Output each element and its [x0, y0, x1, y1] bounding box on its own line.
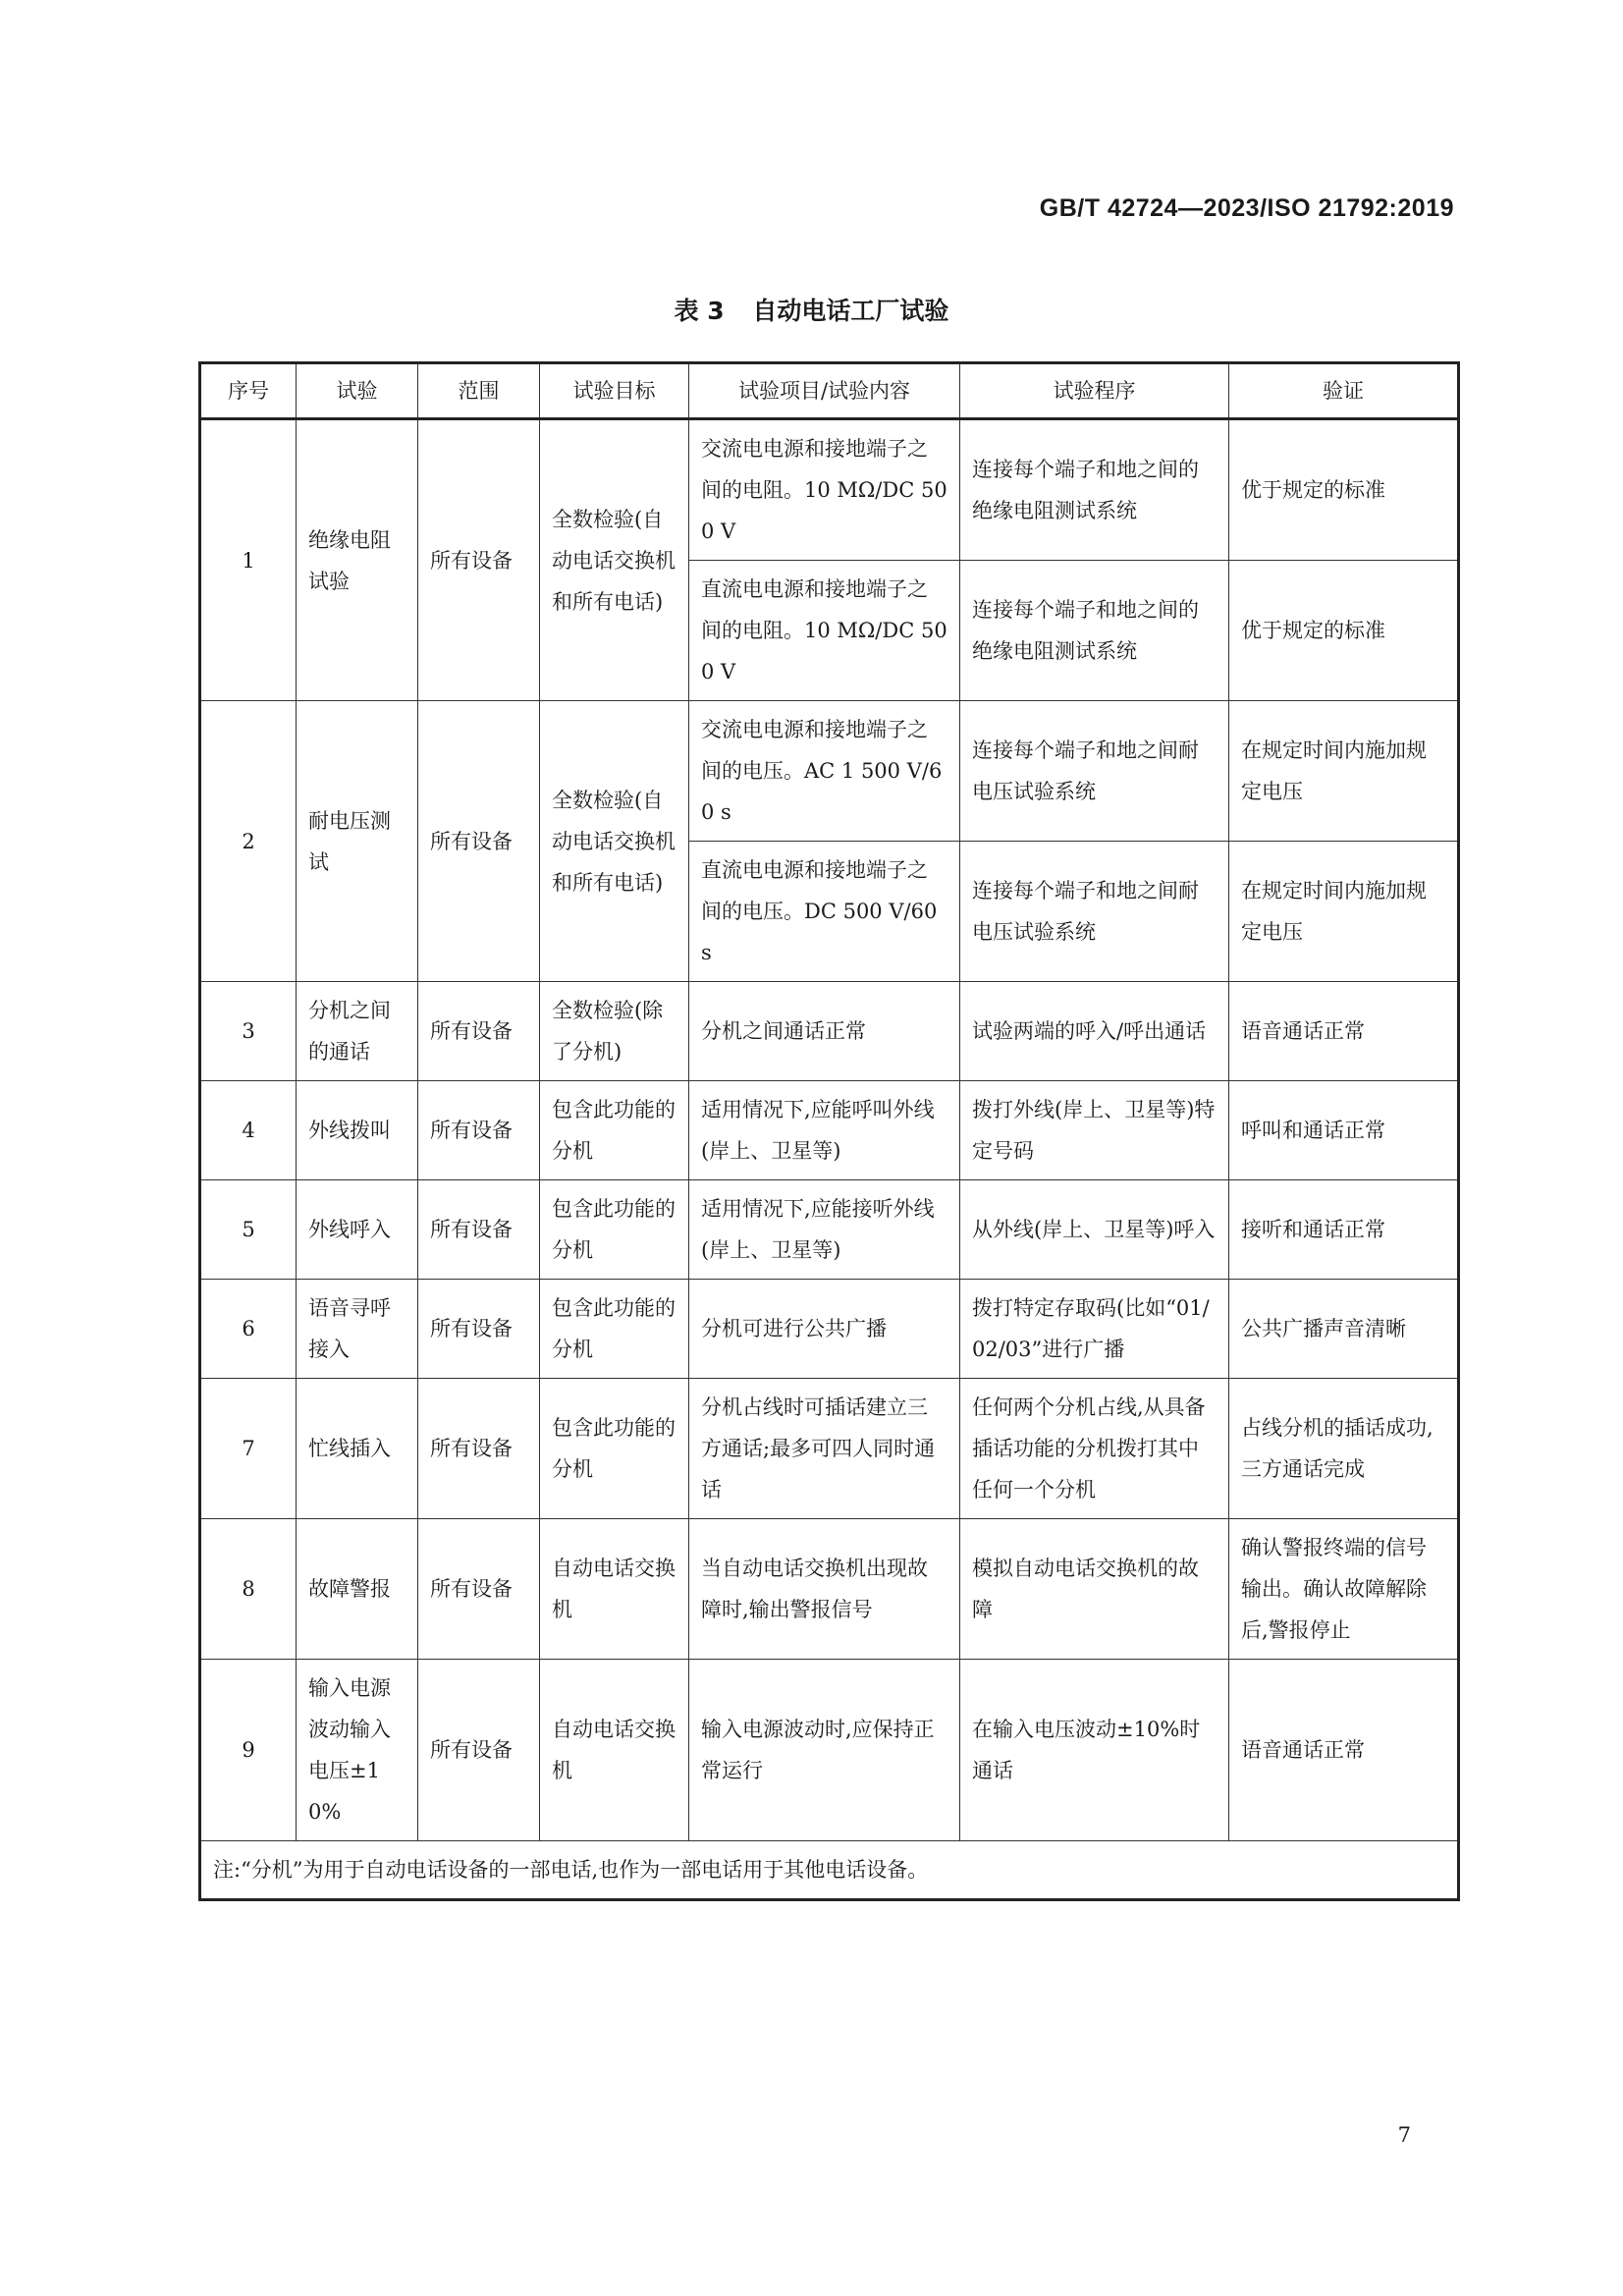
cell-no: 7 — [200, 1379, 297, 1519]
table-row — [200, 1519, 1459, 1660]
cell-test: 输入电源波动输入电压±10% — [297, 1660, 418, 1841]
cell-no: 5 — [200, 1180, 297, 1280]
cell-test: 外线呼入 — [297, 1180, 418, 1280]
cell-procedure: 拨打特定存取码(比如“01/02/03”进行广播 — [960, 1280, 1229, 1379]
cell-goal: 全数检验(自动电话交换机和所有电话) — [540, 419, 689, 701]
cell-content: 适用情况下,应能呼叫外线(岸上、卫星等) — [689, 1081, 960, 1180]
col-header-procedure: 试验程序 — [960, 363, 1229, 419]
cell-procedure: 任何两个分机占线,从具备插话功能的分机拨打其中任何一个分机 — [960, 1379, 1229, 1519]
cell-test: 分机之间的通话 — [297, 982, 418, 1081]
cell-content: 交流电电源和接地端子之间的电压。AC 1 500 V/60 s — [689, 701, 960, 842]
cell-procedure: 试验两端的呼入/呼出通话 — [960, 982, 1229, 1081]
cell-no: 3 — [200, 982, 297, 1081]
cell-verify: 呼叫和通话正常 — [1229, 1081, 1459, 1180]
col-header-goal: 试验目标 — [540, 363, 689, 419]
cell-goal: 包含此功能的分机 — [540, 1280, 689, 1379]
table-row — [200, 982, 1459, 1081]
cell-scope: 所有设备 — [418, 1519, 540, 1660]
col-header-test: 试验 — [297, 363, 418, 419]
cell-procedure: 模拟自动电话交换机的故障 — [960, 1519, 1229, 1660]
table-row — [200, 1280, 1459, 1379]
cell-content: 适用情况下,应能接听外线(岸上、卫星等) — [689, 1180, 960, 1280]
cell-content: 分机之间通话正常 — [689, 982, 960, 1081]
page-number: 7 — [1397, 2123, 1411, 2147]
col-header-verify: 验证 — [1229, 363, 1459, 419]
cell-content: 当自动电话交换机出现故障时,输出警报信号 — [689, 1519, 960, 1660]
cell-procedure: 连接每个端子和地之间耐电压试验系统 — [960, 701, 1229, 842]
cell-goal: 自动电话交换机 — [540, 1519, 689, 1660]
cell-scope: 所有设备 — [418, 1081, 540, 1180]
table-row — [200, 1081, 1459, 1180]
cell-goal: 包含此功能的分机 — [540, 1180, 689, 1280]
cell-test: 绝缘电阻试验 — [297, 419, 418, 701]
cell-content: 交流电电源和接地端子之间的电阻。10 MΩ/DC 500 V — [689, 419, 960, 561]
col-header-content: 试验项目/试验内容 — [689, 363, 960, 419]
table-row — [200, 1660, 1459, 1841]
table-row — [200, 701, 1459, 842]
cell-goal: 包含此功能的分机 — [540, 1379, 689, 1519]
cell-procedure: 连接每个端子和地之间的绝缘电阻测试系统 — [960, 419, 1229, 561]
factory-test-table — [198, 361, 1460, 1901]
table-number: 表 3 — [674, 297, 725, 325]
cell-scope: 所有设备 — [418, 1660, 540, 1841]
table-title-text: 自动电话工厂试验 — [752, 297, 949, 325]
cell-scope: 所有设备 — [418, 1379, 540, 1519]
cell-no: 1 — [200, 419, 297, 701]
cell-scope: 所有设备 — [418, 1180, 540, 1280]
cell-scope: 所有设备 — [418, 419, 540, 701]
col-header-no: 序号 — [200, 363, 297, 419]
cell-test: 耐电压测试 — [297, 701, 418, 982]
cell-test: 外线拨叫 — [297, 1081, 418, 1180]
cell-no: 2 — [200, 701, 297, 982]
cell-procedure: 在输入电压波动±10%时通话 — [960, 1660, 1229, 1841]
cell-content: 直流电电源和接地端子之间的电阻。10 MΩ/DC 500 V — [689, 561, 960, 701]
cell-verify: 确认警报终端的信号输出。确认故障解除后,警报停止 — [1229, 1519, 1459, 1660]
cell-verify: 优于规定的标准 — [1229, 561, 1459, 701]
cell-no: 9 — [200, 1660, 297, 1841]
cell-test: 故障警报 — [297, 1519, 418, 1660]
col-header-scope: 范围 — [418, 363, 540, 419]
cell-goal: 自动电话交换机 — [540, 1660, 689, 1841]
table-row — [200, 1379, 1459, 1519]
cell-goal: 全数检验(自动电话交换机和所有电话) — [540, 701, 689, 982]
cell-verify: 在规定时间内施加规定电压 — [1229, 701, 1459, 842]
table-note: 注:“分机”为用于自动电话设备的一部电话,也作为一部电话用于其他电话设备。 — [200, 1841, 1459, 1900]
cell-verify: 语音通话正常 — [1229, 982, 1459, 1081]
cell-procedure: 从外线(岸上、卫星等)呼入 — [960, 1180, 1229, 1280]
standard-number: GB/T 42724—2023/ISO 21792:2019 — [1039, 194, 1454, 222]
cell-test: 忙线插入 — [297, 1379, 418, 1519]
cell-test: 语音寻呼接入 — [297, 1280, 418, 1379]
table-note-row — [200, 1841, 1459, 1900]
cell-goal: 全数检验(除了分机) — [540, 982, 689, 1081]
cell-no: 4 — [200, 1081, 297, 1180]
cell-verify: 接听和通话正常 — [1229, 1180, 1459, 1280]
cell-procedure: 拨打外线(岸上、卫星等)特定号码 — [960, 1081, 1229, 1180]
cell-content: 分机可进行公共广播 — [689, 1280, 960, 1379]
table-row — [200, 1180, 1459, 1280]
cell-goal: 包含此功能的分机 — [540, 1081, 689, 1180]
table-row — [200, 419, 1459, 561]
cell-content: 分机占线时可插话建立三方通话;最多可四人同时通话 — [689, 1379, 960, 1519]
table-title — [0, 292, 1623, 327]
cell-verify: 在规定时间内施加规定电压 — [1229, 842, 1459, 982]
cell-verify: 公共广播声音清晰 — [1229, 1280, 1459, 1379]
cell-verify: 语音通话正常 — [1229, 1660, 1459, 1841]
cell-no: 6 — [200, 1280, 297, 1379]
cell-content: 输入电源波动时,应保持正常运行 — [689, 1660, 960, 1841]
cell-verify: 占线分机的插话成功,三方通话完成 — [1229, 1379, 1459, 1519]
cell-procedure: 连接每个端子和地之间耐电压试验系统 — [960, 842, 1229, 982]
cell-scope: 所有设备 — [418, 1280, 540, 1379]
cell-no: 8 — [200, 1519, 297, 1660]
cell-verify: 优于规定的标准 — [1229, 419, 1459, 561]
cell-scope: 所有设备 — [418, 701, 540, 982]
cell-content: 直流电电源和接地端子之间的电压。DC 500 V/60 s — [689, 842, 960, 982]
cell-procedure: 连接每个端子和地之间的绝缘电阻测试系统 — [960, 561, 1229, 701]
table-header-row — [200, 363, 1459, 419]
cell-scope: 所有设备 — [418, 982, 540, 1081]
